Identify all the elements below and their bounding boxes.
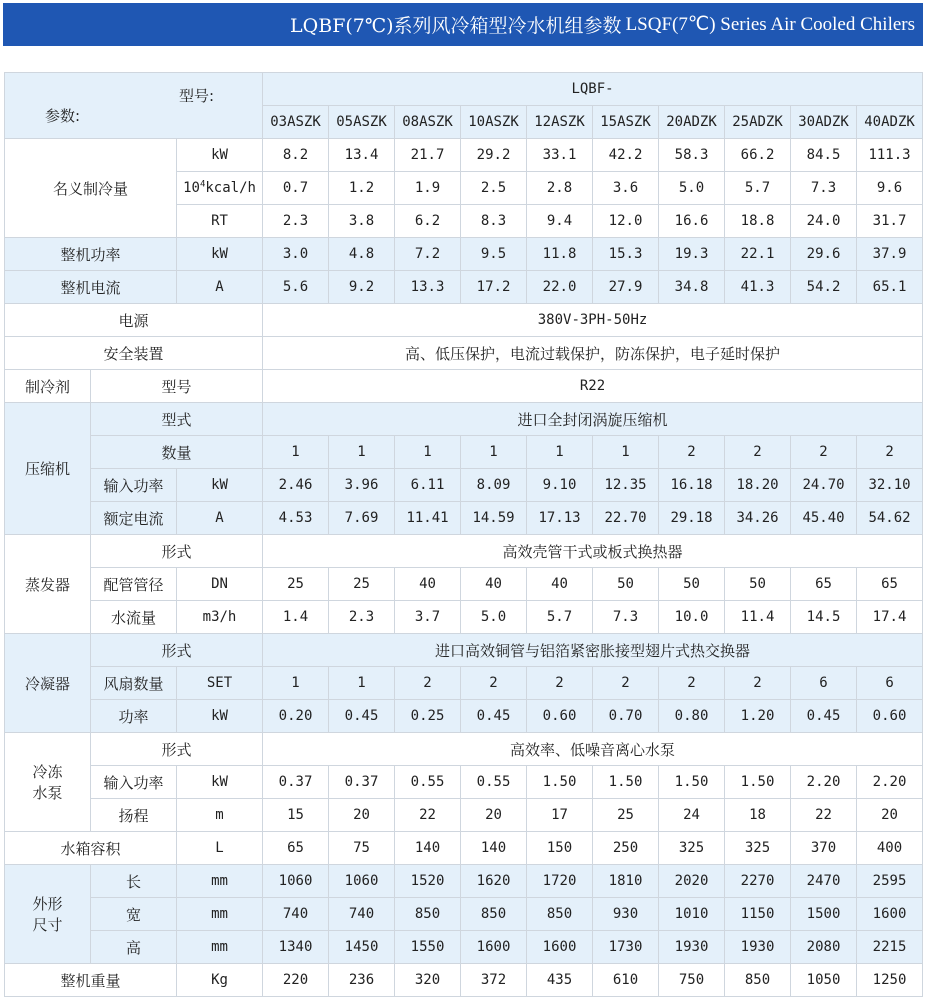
value-cell: 11.4	[725, 601, 791, 634]
compressor-current-row	[5, 502, 923, 535]
value-cell: 29.6	[791, 238, 857, 271]
value-cell: 21.7	[395, 139, 461, 172]
value-cell: 1930	[725, 931, 791, 964]
value-cell: 5.7	[527, 601, 593, 634]
value-cell: 25	[263, 568, 329, 601]
dim-height-row	[5, 931, 923, 964]
value-cell: 24.70	[791, 469, 857, 502]
value-cell: 6.2	[395, 205, 461, 238]
value-cell: 2.3	[329, 601, 395, 634]
sub-label: 宽	[91, 898, 177, 931]
value-cell: 50	[593, 568, 659, 601]
value-cell: 13.3	[395, 271, 461, 304]
value-cell: 14.5	[791, 601, 857, 634]
value-cell: 4.53	[263, 502, 329, 535]
value-cell: 1.50	[593, 766, 659, 799]
title-chinese: LQBF(7℃)系列风冷箱型冷水机组参数	[290, 15, 622, 37]
unit-cell: mm	[177, 865, 263, 898]
unit-cell: kW	[177, 238, 263, 271]
value-cell: 22.0	[527, 271, 593, 304]
value-cell: 850	[527, 898, 593, 931]
header-row-series	[5, 73, 923, 106]
value-cell: 2	[395, 667, 461, 700]
value-cell: 1810	[593, 865, 659, 898]
value-cell: 2.20	[857, 766, 923, 799]
value-cell: 1930	[659, 931, 725, 964]
row-label: 整机重量	[5, 964, 177, 997]
value-cell: 16.6	[659, 205, 725, 238]
value-cell: 11.41	[395, 502, 461, 535]
value-cell: 2.8	[527, 172, 593, 205]
value-cell: 1600	[527, 931, 593, 964]
value-cell: 2270	[725, 865, 791, 898]
value-cell: 54.2	[791, 271, 857, 304]
pump-type-value: 高效率、低噪音离心水泵	[263, 733, 923, 766]
value-cell: 3.96	[329, 469, 395, 502]
value-cell: 0.55	[395, 766, 461, 799]
title-banner	[3, 3, 923, 46]
spec-table	[4, 72, 923, 997]
dimensions-label	[5, 865, 91, 964]
value-cell: 4.8	[329, 238, 395, 271]
value-cell: 3.8	[329, 205, 395, 238]
value-cell: 325	[659, 832, 725, 865]
value-cell: 1	[263, 436, 329, 469]
value-cell: 1010	[659, 898, 725, 931]
value-cell: 2	[659, 667, 725, 700]
compressor-type-row	[5, 403, 923, 436]
total-current-row	[5, 271, 923, 304]
value-cell: 2	[725, 667, 791, 700]
value-cell: 435	[527, 964, 593, 997]
value-cell: 610	[593, 964, 659, 997]
value-cell: 14.59	[461, 502, 527, 535]
unit-cell: SET	[177, 667, 263, 700]
value-cell: 8.2	[263, 139, 329, 172]
value-cell: 1	[329, 667, 395, 700]
value-cell: 2215	[857, 931, 923, 964]
condenser-power-row	[5, 700, 923, 733]
value-cell: 66.2	[725, 139, 791, 172]
value-cell: 19.3	[659, 238, 725, 271]
value-cell: 45.40	[791, 502, 857, 535]
value-cell: 2	[461, 667, 527, 700]
value-cell: 220	[263, 964, 329, 997]
refrigerant-sub-label: 型号	[91, 370, 263, 403]
value-cell: 42.2	[593, 139, 659, 172]
value-cell: 3.6	[593, 172, 659, 205]
value-cell: 10.0	[659, 601, 725, 634]
value-cell: 2020	[659, 865, 725, 898]
pump-input-row	[5, 766, 923, 799]
series-label: LQBF-	[263, 73, 923, 106]
tank-row	[5, 832, 923, 865]
evaporator-pipe-row	[5, 568, 923, 601]
value-cell: 12.35	[593, 469, 659, 502]
value-cell: 40	[395, 568, 461, 601]
value-cell: 12.0	[593, 205, 659, 238]
value-cell: 25	[593, 799, 659, 832]
unit-base: 10	[183, 180, 200, 196]
value-cell: 5.6	[263, 271, 329, 304]
refrigerant-row	[5, 370, 923, 403]
compressor-type-value: 进口全封闭涡旋压缩机	[263, 403, 923, 436]
refrigerant-label: 制冷剂	[5, 370, 91, 403]
value-cell: 16.18	[659, 469, 725, 502]
value-cell: 0.37	[263, 766, 329, 799]
value-cell: 2.20	[791, 766, 857, 799]
condenser-type-row	[5, 634, 923, 667]
value-cell: 750	[659, 964, 725, 997]
value-cell: 1	[593, 436, 659, 469]
row-label: 整机功率	[5, 238, 177, 271]
value-cell: 2	[527, 667, 593, 700]
value-cell: 50	[725, 568, 791, 601]
unit-cell: mm	[177, 931, 263, 964]
value-cell: 1520	[395, 865, 461, 898]
value-cell: 0.45	[791, 700, 857, 733]
value-cell: 9.10	[527, 469, 593, 502]
model-cell: 30ADZK	[791, 106, 857, 139]
value-cell: 24	[659, 799, 725, 832]
dim-width-row	[5, 898, 923, 931]
value-cell: 40	[461, 568, 527, 601]
value-cell: 6	[857, 667, 923, 700]
value-cell: 1	[329, 436, 395, 469]
row-label: 电源	[5, 304, 263, 337]
value-cell: 1050	[791, 964, 857, 997]
value-cell: 2	[593, 667, 659, 700]
value-cell: 29.2	[461, 139, 527, 172]
value-cell: 0.7	[263, 172, 329, 205]
value-cell: 40	[527, 568, 593, 601]
value-cell: 8.09	[461, 469, 527, 502]
value-cell: 370	[791, 832, 857, 865]
title-english: LSQF(7℃) Series Air Cooled Chilers	[625, 14, 915, 35]
value-cell: 1730	[593, 931, 659, 964]
weight-row	[5, 964, 923, 997]
unit-cell-kcal	[177, 172, 263, 205]
value-cell: 2.46	[263, 469, 329, 502]
pump-type-row	[5, 733, 923, 766]
value-cell: 0.70	[593, 700, 659, 733]
evaporator-type-value: 高效壳管干式或板式换热器	[263, 535, 923, 568]
value-cell: 2	[725, 436, 791, 469]
value-cell: 3.0	[263, 238, 329, 271]
value-cell: 320	[395, 964, 461, 997]
value-cell: 22	[395, 799, 461, 832]
condenser-label: 冷凝器	[5, 634, 91, 733]
value-cell: 1.9	[395, 172, 461, 205]
value-cell: 5.0	[461, 601, 527, 634]
value-cell: 17.4	[857, 601, 923, 634]
value-cell: 1600	[461, 931, 527, 964]
value-cell: 1	[527, 436, 593, 469]
power-supply-row	[5, 304, 923, 337]
value-cell: 7.2	[395, 238, 461, 271]
value-cell: 0.45	[461, 700, 527, 733]
value-cell: 2470	[791, 865, 857, 898]
value-cell: 150	[527, 832, 593, 865]
value-cell: 372	[461, 964, 527, 997]
safety-value: 高、低压保护，电流过载保护，防冻保护，电子延时保护	[263, 337, 923, 370]
model-cell: 10ASZK	[461, 106, 527, 139]
value-cell: 13.4	[329, 139, 395, 172]
model-cell: 05ASZK	[329, 106, 395, 139]
value-cell: 6.11	[395, 469, 461, 502]
value-cell: 15.3	[593, 238, 659, 271]
condenser-type-value: 进口高效铜管与铝箔紧密胀接型翅片式热交换器	[263, 634, 923, 667]
value-cell: 1060	[263, 865, 329, 898]
unit-cell: DN	[177, 568, 263, 601]
row-label: 整机电流	[5, 271, 177, 304]
unit-cell: Kg	[177, 964, 263, 997]
value-cell: 0.55	[461, 766, 527, 799]
value-cell: 740	[263, 898, 329, 931]
total-power-row	[5, 238, 923, 271]
value-cell: 0.45	[329, 700, 395, 733]
value-cell: 41.3	[725, 271, 791, 304]
value-cell: 7.3	[791, 172, 857, 205]
value-cell: 20	[857, 799, 923, 832]
value-cell: 65.1	[857, 271, 923, 304]
value-cell: 9.5	[461, 238, 527, 271]
value-cell: 9.6	[857, 172, 923, 205]
value-cell: 32.10	[857, 469, 923, 502]
value-cell: 1550	[395, 931, 461, 964]
sub-label: 长	[91, 865, 177, 898]
dim-length-row	[5, 865, 923, 898]
value-cell: 25	[329, 568, 395, 601]
value-cell: 1.20	[725, 700, 791, 733]
value-cell: 7.69	[329, 502, 395, 535]
model-cell: 12ASZK	[527, 106, 593, 139]
model-cell: 20ADZK	[659, 106, 725, 139]
unit-cell: mm	[177, 898, 263, 931]
model-cell: 03ASZK	[263, 106, 329, 139]
sub-label: 输入功率	[91, 469, 177, 502]
value-cell: 140	[395, 832, 461, 865]
cooling-row-kw	[5, 139, 923, 172]
value-cell: 22.1	[725, 238, 791, 271]
value-cell: 37.9	[857, 238, 923, 271]
value-cell: 850	[725, 964, 791, 997]
condenser-fan-row	[5, 667, 923, 700]
unit-cell: L	[177, 832, 263, 865]
compressor-qty-row	[5, 436, 923, 469]
value-cell: 7.3	[593, 601, 659, 634]
evaporator-flow-row	[5, 601, 923, 634]
value-cell: 9.2	[329, 271, 395, 304]
unit-cell: RT	[177, 205, 263, 238]
sub-label: 额定电流	[91, 502, 177, 535]
value-cell: 850	[395, 898, 461, 931]
value-cell: 18.8	[725, 205, 791, 238]
value-cell: 31.7	[857, 205, 923, 238]
unit-cell: m3/h	[177, 601, 263, 634]
value-cell: 2.3	[263, 205, 329, 238]
value-cell: 850	[461, 898, 527, 931]
value-cell: 3.7	[395, 601, 461, 634]
value-cell: 236	[329, 964, 395, 997]
value-cell: 1500	[791, 898, 857, 931]
sub-label: 风扇数量	[91, 667, 177, 700]
value-cell: 17.13	[527, 502, 593, 535]
unit-cell: A	[177, 502, 263, 535]
value-cell: 33.1	[527, 139, 593, 172]
value-cell: 8.3	[461, 205, 527, 238]
value-cell: 1	[395, 436, 461, 469]
value-cell: 1340	[263, 931, 329, 964]
value-cell: 34.26	[725, 502, 791, 535]
value-cell: 5.7	[725, 172, 791, 205]
value-cell: 24.0	[791, 205, 857, 238]
unit-cell: kW	[177, 469, 263, 502]
value-cell: 1060	[329, 865, 395, 898]
unit-cell: kW	[177, 700, 263, 733]
value-cell: 2	[791, 436, 857, 469]
sub-label: 形式	[91, 535, 263, 568]
sub-label: 高	[91, 931, 177, 964]
value-cell: 11.8	[527, 238, 593, 271]
value-cell: 58.3	[659, 139, 725, 172]
value-cell: 6	[791, 667, 857, 700]
sub-label: 功率	[91, 700, 177, 733]
value-cell: 2	[857, 436, 923, 469]
value-cell: 27.9	[593, 271, 659, 304]
sub-label: 数量	[91, 436, 263, 469]
model-cell: 25ADZK	[725, 106, 791, 139]
value-cell: 1.50	[725, 766, 791, 799]
value-cell: 0.20	[263, 700, 329, 733]
row-label: 水箱容积	[5, 832, 177, 865]
param-label: 参数:	[45, 107, 81, 125]
value-cell: 2080	[791, 931, 857, 964]
value-cell: 54.62	[857, 502, 923, 535]
value-cell: 325	[725, 832, 791, 865]
unit-cell: kW	[177, 139, 263, 172]
model-cell: 08ASZK	[395, 106, 461, 139]
value-cell: 0.80	[659, 700, 725, 733]
safety-row	[5, 337, 923, 370]
value-cell: 2.5	[461, 172, 527, 205]
sub-label: 形式	[91, 634, 263, 667]
dimensions-label-line1: 外形	[32, 895, 63, 913]
dimensions-label-line2: 尺寸	[32, 916, 63, 934]
value-cell: 1.50	[659, 766, 725, 799]
value-cell: 0.25	[395, 700, 461, 733]
pump-label-line1: 冷冻	[32, 763, 63, 781]
evaporator-label: 蒸发器	[5, 535, 91, 634]
value-cell: 1600	[857, 898, 923, 931]
value-cell: 22	[791, 799, 857, 832]
sub-label: 配管管径	[91, 568, 177, 601]
value-cell: 65	[791, 568, 857, 601]
header-corner	[5, 73, 263, 139]
value-cell: 1	[263, 667, 329, 700]
value-cell: 1150	[725, 898, 791, 931]
value-cell: 65	[263, 832, 329, 865]
unit-cell: kW	[177, 766, 263, 799]
model-label: 型号:	[178, 87, 215, 105]
pump-label	[5, 733, 91, 832]
value-cell: 740	[329, 898, 395, 931]
sub-label: 扬程	[91, 799, 177, 832]
value-cell: 15	[263, 799, 329, 832]
value-cell: 0.60	[527, 700, 593, 733]
unit-cell: A	[177, 271, 263, 304]
value-cell: 0.37	[329, 766, 395, 799]
sub-label: 输入功率	[91, 766, 177, 799]
value-cell: 65	[857, 568, 923, 601]
compressor-label: 压缩机	[5, 403, 91, 535]
value-cell: 50	[659, 568, 725, 601]
value-cell: 5.0	[659, 172, 725, 205]
unit-rest: kcal/h	[205, 180, 256, 196]
value-cell: 20	[461, 799, 527, 832]
row-label: 安全装置	[5, 337, 263, 370]
value-cell: 17.2	[461, 271, 527, 304]
value-cell: 17	[527, 799, 593, 832]
value-cell: 930	[593, 898, 659, 931]
value-cell: 1450	[329, 931, 395, 964]
value-cell: 2595	[857, 865, 923, 898]
value-cell: 1620	[461, 865, 527, 898]
value-cell: 20	[329, 799, 395, 832]
value-cell: 18	[725, 799, 791, 832]
value-cell: 1.2	[329, 172, 395, 205]
value-cell: 1720	[527, 865, 593, 898]
model-cell: 15ASZK	[593, 106, 659, 139]
cooling-capacity-label: 名义制冷量	[5, 139, 177, 238]
value-cell: 34.8	[659, 271, 725, 304]
value-cell: 18.20	[725, 469, 791, 502]
refrigerant-value: R22	[263, 370, 923, 403]
value-cell: 9.4	[527, 205, 593, 238]
value-cell: 250	[593, 832, 659, 865]
value-cell: 1	[461, 436, 527, 469]
pump-head-row	[5, 799, 923, 832]
power-supply-value: 380V-3PH-50Hz	[263, 304, 923, 337]
value-cell: 111.3	[857, 139, 923, 172]
unit-cell: m	[177, 799, 263, 832]
value-cell: 2	[659, 436, 725, 469]
pump-label-line2: 水泵	[32, 784, 63, 802]
sub-label: 水流量	[91, 601, 177, 634]
sub-label: 形式	[91, 733, 263, 766]
value-cell: 22.70	[593, 502, 659, 535]
value-cell: 29.18	[659, 502, 725, 535]
value-cell: 400	[857, 832, 923, 865]
evaporator-type-row	[5, 535, 923, 568]
unit-exponent: 4	[199, 179, 206, 190]
sub-label: 型式	[91, 403, 263, 436]
value-cell: 75	[329, 832, 395, 865]
value-cell: 84.5	[791, 139, 857, 172]
value-cell: 1.4	[263, 601, 329, 634]
compressor-input-row	[5, 469, 923, 502]
value-cell: 140	[461, 832, 527, 865]
value-cell: 1.50	[527, 766, 593, 799]
value-cell: 1250	[857, 964, 923, 997]
value-cell: 0.60	[857, 700, 923, 733]
model-cell: 40ADZK	[857, 106, 923, 139]
